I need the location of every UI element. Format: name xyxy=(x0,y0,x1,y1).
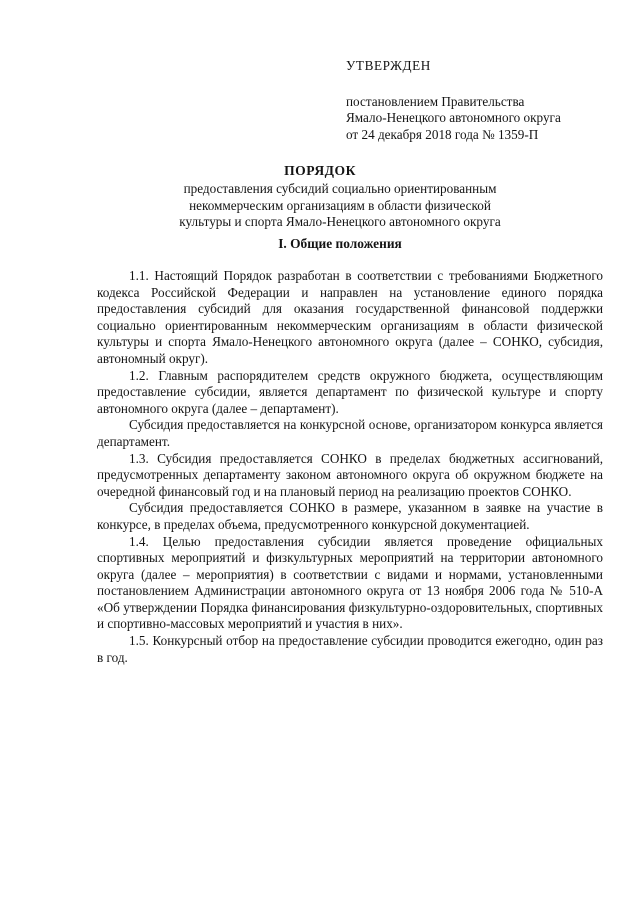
document-body xyxy=(97,268,603,666)
paragraph: 1.4. Целью предоставления субсидии является проведение официальных спортивных мероприятий и физкультурных мероприятий на территории автономного округа (далее – мероприятия) в соответствии с видами и нормами, установленными постановлением Администрации автономного округа от 13 ноября 2006 года № 510-А «Об утверждении Порядка финансирования физкультурно-оздоровительных, спортивных и спортивно-массовых мероприятий и участия в них». xyxy=(97,533,603,632)
paragraph: Субсидия предоставляется на конкурсной основе, организатором конкурса является департамент. xyxy=(97,417,603,449)
subtitle-line: некоммерческим организациям в области физической xyxy=(189,197,491,213)
document-title: ПОРЯДОК xyxy=(284,163,356,178)
section-heading: I. Общие положения xyxy=(278,236,402,251)
approval-block xyxy=(346,58,616,143)
paragraph: 1.2. Главным распорядителем средств окружного бюджета, осуществляющим предоставление субсидии, является департамент по физической культуре и спорту автономного округа (далее – департамент). xyxy=(97,367,603,416)
document-subtitle xyxy=(0,181,640,231)
approval-line: Ямало-Ненецкого автономного округа xyxy=(346,110,561,125)
subtitle-line: предоставления субсидий социально ориентированным xyxy=(183,181,497,196)
approval-stamp-heading: УТВЕРЖДЕН xyxy=(346,58,431,73)
paragraph: 1.3. Субсидия предоставляется СОНКО в пределах бюджетных ассигнований, предусмотренных департаменту законом автономного округа об окружном бюджете на очередной финансовый год и на плановый период на реализацию проектов СОНКО. xyxy=(97,450,603,499)
approval-line: от 24 декабря 2018 года № 1359-П xyxy=(346,126,539,142)
paragraph: 1.1. Настоящий Порядок разработан в соответствии с требованиями Бюджетного кодекса Российской Федерации и направлен на установление единого порядка предоставления субсидий для оказания государственной финансовой поддержки социально ориентированным некоммерческим организациям в области физической культуры и спорта Ямало-Ненецкого автономного округа (далее – СОНКО, субсидия, автономный округ). xyxy=(97,268,603,366)
paragraph: Субсидия предоставляется СОНКО в размере, указанном в заявке на участие в конкурсе, в пределах объема, предусмотренного конкурсной документацией. xyxy=(97,500,603,532)
subtitle-line: культуры и спорта Ямало-Ненецкого автономного округа xyxy=(179,214,501,229)
paragraph: 1.5. Конкурсный отбор на предоставление субсидии проводится ежегодно, один раз в год. xyxy=(97,633,603,665)
approval-line: постановлением Правительства xyxy=(346,93,525,109)
